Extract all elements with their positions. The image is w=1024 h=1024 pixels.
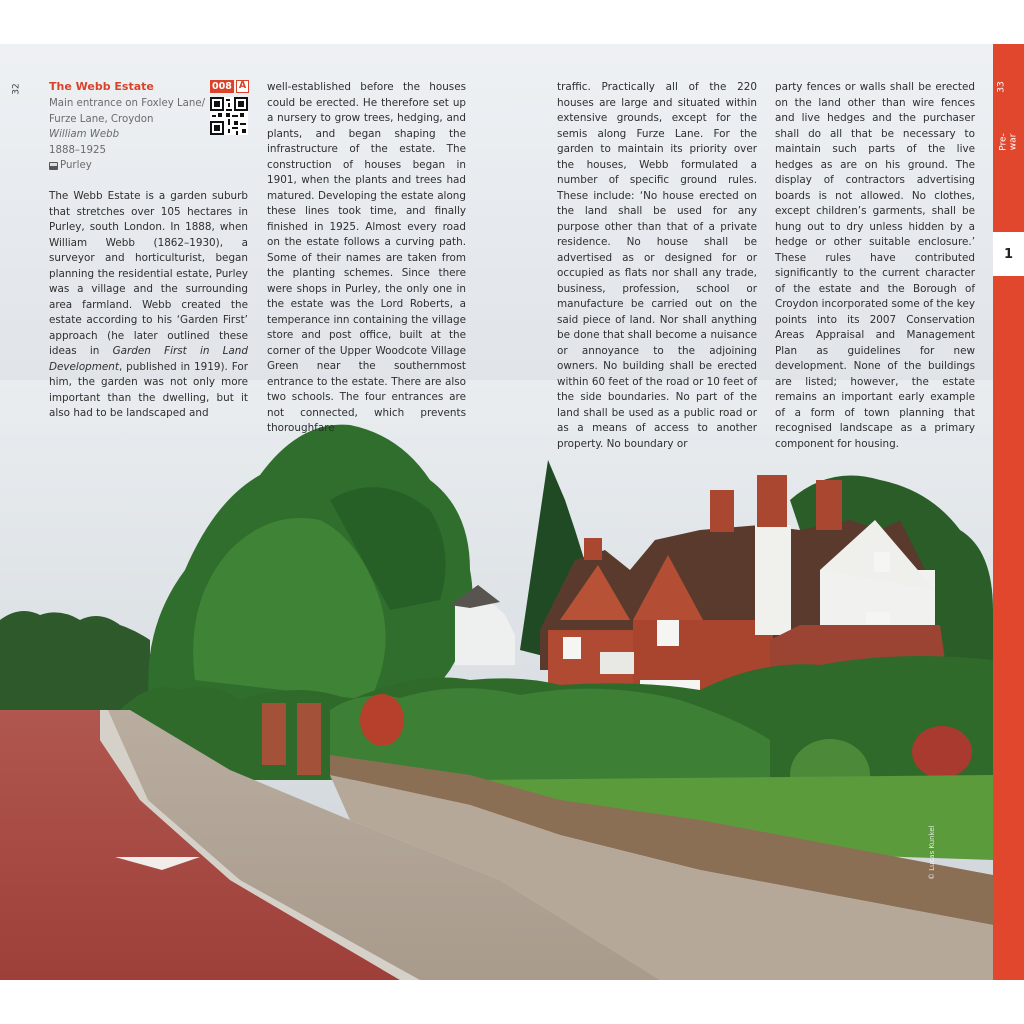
qr-code-icon [210,97,248,135]
bus-icon [49,162,58,170]
entry-address-line2: Furze Lane, Croydon [49,113,154,125]
body-text-1a: The Webb Estate is a garden suburb that stretches over 105 hectares in Purley, south London. In 1888, when William Webb (1862–1930), a surveyor and horticulturist, began planning the residential estate, Purley was a village and the surrounding area farmland. Webb created the estate according to his ‘Garden First’ approach (he later outlined these ideas in [49,190,248,357]
book-title: Garden First in Land Development [49,345,248,373]
entry-years: 1888–1925 [49,144,106,156]
estate-photograph [0,380,993,980]
page-bottom-margin [0,980,1024,1024]
section-tab-strip [993,44,1024,980]
body-column-4 [775,80,975,452]
photo-credit: © Lucas Kunkel [928,825,936,880]
entry-location [49,158,205,174]
body-column-1 [49,189,248,422]
entry-title: The Webb Estate [49,80,154,93]
chapter-tab-number: 1 [1003,246,1014,262]
entry-architect: William Webb [49,129,120,140]
entry-number: 008 [212,81,232,92]
body-text-3: traffic. Practically all of the 220 houses are large and situated within extensive grounds, except for the semis along Furze Lane. For the garden to maintain its priority over the houses, Webb formulated a number of specific ground rules. These include: ‘No house erected on the land shall be used for any purpose other than that of a private residence. No house shall be advertised as or designed for or occupied as flats nor shall any trade, business, profession, school or manufacture be carried out on the said piece of land. Nor shall anything be done that shall become a nuisance or annoyance to the adjoining owners. No building shall be erected within 60 feet of the road or 10 feet of the side boundaries. No part of the land shall be used as a public road or as a means of access to another property. No boundary or [557,81,757,450]
section-label: Pre-war [998,133,1019,151]
entry-address-line1: Main entrance on Foxley Lane/ [49,98,206,109]
page-number-right: 33 [996,81,1007,93]
entry-badge [210,80,249,93]
body-text-4: party fences or walls shall be erected on the land other than wire fences and live hedges and the purchaser shall do all that be necessary to maintain such parts of the live hedges as are on his ground. The display of contractors advertising boards is not allowed. No clothes, except children’s garments, shall be hung out to dry unless hidden by a hedge or other suitable enclosure.’ These rules have contributed significantly to the current character of the estate and the Borough of Croydon incorporated some of the key points into its 2007 Conservation Areas Appraisal and Management Plan as guidelines for new development. None of the buildings are listed; however, the estate remains an important early example of a form of town planning that recognised landscape as a primary component for housing. [775,81,975,450]
body-paragraph-1 [49,189,248,422]
entry-letter: A [236,80,249,93]
page-number-left: 32 [11,83,22,95]
body-column-2 [267,80,466,437]
body-text-1b: , published in 1919). For him, the garden was not only more important than the dwelling, but it also had to be landscaped and [49,360,248,419]
body-column-3 [557,80,757,452]
entry-location-name: Purley [60,160,92,171]
body-text-2: well-established before the houses could be erected. He therefore set up a nursery to grow trees, hedging, and plants, and began shaping the infrastructure of the estate. The construction of houses began in 1901, when the plants and trees had matured. Developing the estate along these lines took time, and finally finished in 1925. Almost every road on the estate follows a curving path. Some of their names are taken from the planting schemes. Since there were shops in Purley, the only one in the estate was the Lord Roberts, a temperance inn containing the village store and post office, built at the corner of the Upper Woodcote Village Green near the southernmost entrance to the estate. There are also two schools. The four entrances are not connected, which prevents thoroughfare [267,81,466,434]
entry-meta [49,96,205,174]
